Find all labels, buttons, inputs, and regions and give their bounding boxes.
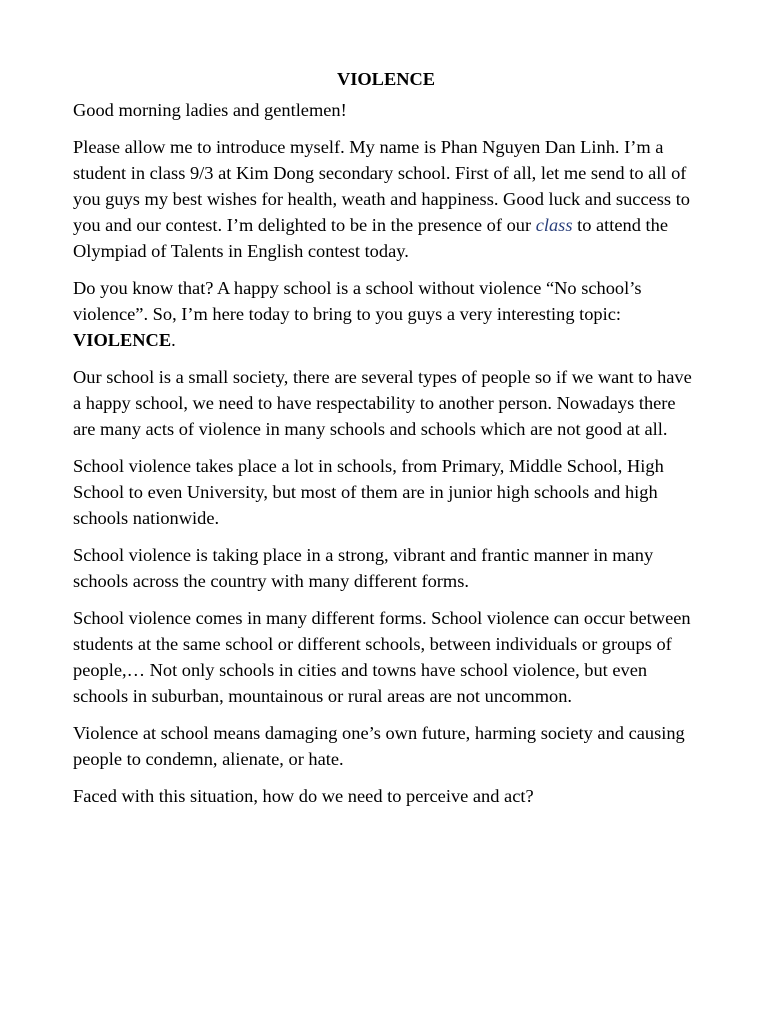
topic-bold-word: VIOLENCE <box>73 330 172 350</box>
consequences-paragraph: Violence at school means damaging one’s own future, harming society and causing people to condemn, alienate, or hate. <box>73 723 685 769</box>
document-title: VIOLENCE <box>336 69 436 89</box>
class-italic-word: class <box>535 215 573 235</box>
topic-paragraph <box>73 275 699 353</box>
topic-text-start: Do you know that? A happy school is a school without violence “No school’s violence”. So, I’m here today to bring to you guys a very interesting topic: <box>73 278 642 324</box>
document-page <box>73 66 699 820</box>
introduction-text-start: Please allow me to introduce myself. My name is Phan Nguyen Dan Linh. I’m a student in class 9/3 at Kim Dong secondary school. First of all, let me send to all of you guys my best wishes for health, weath and happiness. Good luck and success to you and our contest. I’m delighted to be in the presence of our <box>73 137 690 235</box>
violence-manner-paragraph: School violence is taking place in a strong, vibrant and frantic manner in many schools across the country with many different forms. <box>73 545 654 591</box>
society-paragraph: Our school is a small society, there are several types of people so if we want to have a happy school, we need to have respectability to another person. Nowadays there are many acts of violence in many schools and schools which are not good at all. <box>73 367 692 439</box>
introduction-text-end: to attend the Olympiad of Talents in English contest today. <box>73 215 669 261</box>
violence-forms-paragraph: School violence comes in many different forms. School violence can occur between students at the same school or different schools, between individuals or groups of people,… Not only schools in cities and towns have school violence, but even schools in suburban, mountainous or rural areas are not uncommon. <box>73 608 691 706</box>
topic-text-end: . <box>171 330 176 350</box>
introduction-paragraph <box>73 134 699 264</box>
school-levels-paragraph: School violence takes place a lot in schools, from Primary, Middle School, High School to even University, but most of them are in junior high schools and high schools nationwide. <box>73 456 664 528</box>
greeting-paragraph: Good morning ladies and gentlemen! <box>73 100 347 120</box>
question-paragraph: Faced with this situation, how do we need to perceive and act? <box>73 786 534 806</box>
